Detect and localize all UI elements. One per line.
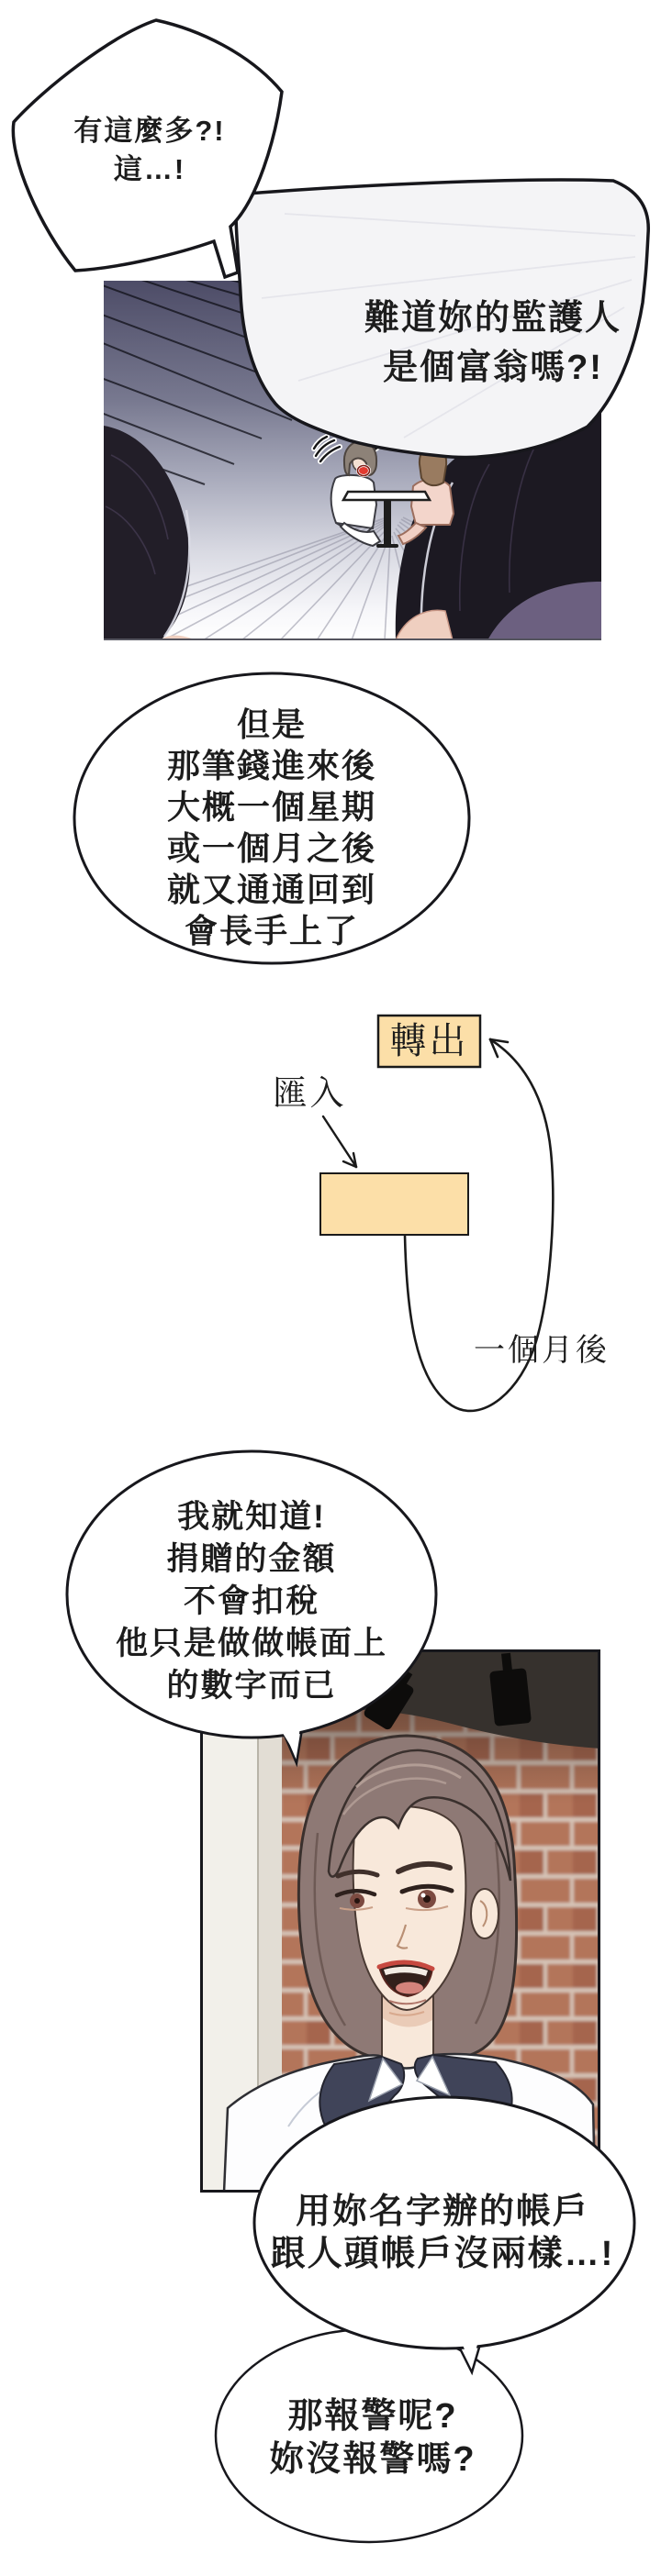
speech-bubble-realization-text bbox=[68, 1496, 435, 1707]
deposit-label-text: 匯入 bbox=[273, 1074, 347, 1112]
speech-bubble-account-text bbox=[241, 2191, 644, 2275]
bubble-line: 就又通通回到 bbox=[166, 871, 376, 908]
bubble-line: 的數字而已 bbox=[166, 1668, 337, 1704]
bubble-line: 那報警呢? bbox=[287, 2397, 458, 2436]
bubble-line: 是個富翁嗎?! bbox=[383, 349, 603, 387]
transfer-out-label bbox=[378, 1016, 480, 1067]
bubble-line: 不會扣稅 bbox=[183, 1583, 319, 1619]
one-month-later-label-text: 一個月後 bbox=[474, 1333, 610, 1368]
speech-bubble-shout-text bbox=[12, 112, 287, 189]
speech-bubble-guardian-text bbox=[300, 294, 661, 393]
account-box bbox=[320, 1173, 468, 1235]
speech-bubble-police-text bbox=[235, 2395, 510, 2482]
deposit-label bbox=[248, 1075, 372, 1112]
bubble-line: 那筆錢進來後 bbox=[166, 747, 376, 784]
transfer-out-label-text: 轉出 bbox=[389, 1021, 469, 1061]
bubble-line: 或一個月之後 bbox=[166, 829, 376, 867]
bubble-line: 有這麼多?! bbox=[73, 115, 226, 147]
bubble-line: 用妳名字辦的帳戶 bbox=[295, 2193, 589, 2231]
one-month-later-label bbox=[468, 1332, 615, 1369]
bubble-line: 捐贈的金額 bbox=[166, 1541, 337, 1577]
flow-diagram bbox=[257, 1005, 624, 1436]
bubble-line: 跟人頭帳戶沒兩樣…! bbox=[270, 2235, 615, 2273]
ear bbox=[471, 1889, 499, 1938]
bubble-line: 這…! bbox=[113, 153, 186, 185]
bubble-line: 難道妳的監護人 bbox=[364, 299, 622, 338]
bubble-line: 大概一個星期 bbox=[166, 788, 376, 826]
bubble-line: 會長手上了 bbox=[184, 912, 359, 949]
bubble-line: 他只是做做帳面上 bbox=[115, 1626, 387, 1661]
deposit-arrow-icon bbox=[323, 1116, 356, 1167]
bubble-line: 但是 bbox=[236, 705, 307, 743]
speech-bubble-money-returns-text bbox=[88, 704, 455, 951]
bubble-line: 我就知道! bbox=[177, 1499, 326, 1535]
bubble-line: 妳沒報警嗎? bbox=[269, 2440, 476, 2479]
